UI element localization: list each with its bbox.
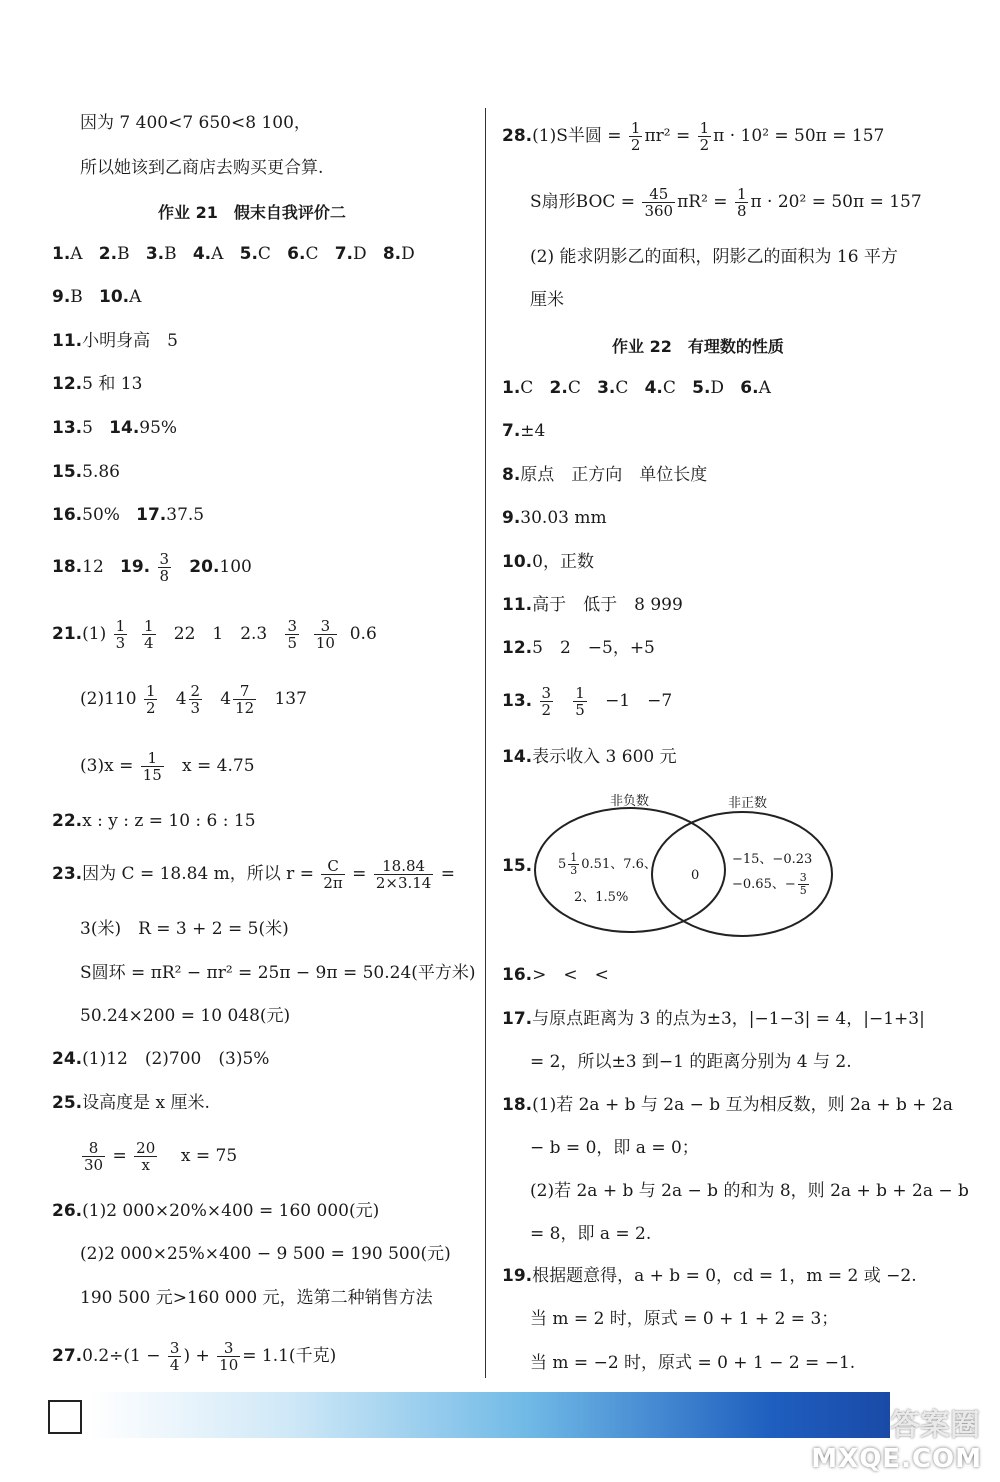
answer-r14: 14.表示收入 3 600 元 — [502, 747, 677, 767]
answer-r10: 10.0，正数 — [502, 552, 594, 572]
answers-1-8: 1.A 2.B 3.B 4.A 5.C 6.C 7.D 8.D — [52, 244, 415, 264]
watermark-url: MXQE.COM — [811, 1444, 982, 1474]
answers-9-10: 9.B 10.A — [52, 287, 142, 307]
answer-r8: 8.原点 正方向 单位长度 — [502, 465, 708, 485]
answer-r13: 13. $\frac{3}{2}$ $\frac{1}{5}$ −1 −7 — [502, 684, 673, 719]
answer-r18-line-4: = 8，即 a = 2. — [530, 1224, 652, 1244]
answer-r18: 18.(1)若 2a + b 与 2a − b 互为相反数，则 2a + b + 2a — [502, 1095, 953, 1115]
answer-r17-line-2: = 2，所以±3 到−1 的距离分别为 4 与 2. — [530, 1052, 852, 1072]
answer-r19-line-2: 当 m = 2 时，原式 = 0 + 1 + 2 = 3； — [530, 1309, 839, 1329]
section-heading-22: 作业 22 有理数的性质 — [612, 337, 784, 356]
answer-23-line-4: 50.24×200 = 10 048(元) — [80, 1006, 291, 1026]
answer-23-line-2: 3(米) R = 3 + 2 = 5(米) — [80, 919, 289, 939]
answer-28-line-4: 厘米 — [530, 290, 564, 310]
answer-r17: 17.与原点距离为 3 的点为±3，|−1−3| = 4，|−1+3| — [502, 1009, 925, 1029]
answer-21-2: (2)110 $\frac{1}{2}$ 4 $\frac{2}{3}$ 4 $\frac{7}{12}$ 137 — [80, 682, 307, 717]
intro-line-2: 所以她该到乙商店去购买更合算. — [80, 158, 324, 178]
answer-26-line-2: (2)2 000×25%×400 − 9 500 = 190 500(元) — [80, 1244, 451, 1264]
footer-gradient-bar — [90, 1392, 890, 1438]
answer-21-3: (3)x = $\frac{1}{15}$ x = 4.75 — [80, 749, 255, 784]
answer-23: 23.因为 C = 18.84 m，所以 r = $\frac{C}{2\pi}$ = $\frac{18.84}{2\times 3.14}$ = — [52, 857, 456, 892]
answer-r16: 16.> < < — [502, 965, 609, 985]
answer-26-line-3: 190 500 元>160 000 元，选第二种销售方法 — [80, 1288, 433, 1308]
section-heading-21: 作业 21 假末自我评价二 — [158, 203, 346, 222]
venn-right-label: 非正数 — [728, 796, 768, 811]
venn-left-label: 非负数 — [610, 794, 650, 809]
answer-26: 26.(1)2 000×20%×400 = 160 000(元) — [52, 1201, 380, 1221]
answer-r18-line-2: − b = 0，即 a = 0； — [530, 1138, 699, 1158]
answer-r18-line-3: (2)若 2a + b 与 2a − b 的和为 8，则 2a + b + 2a − b — [530, 1181, 969, 1201]
answer-r12: 12.5 2 −5，+5 — [502, 638, 655, 658]
answer-25-line-2: $\frac{8}{30}$ = $\frac{20}{x}$ x = 75 — [84, 1139, 238, 1174]
answer-r19: 19.根据题意得，a + b = 0，cd = 1，m = 2 或 −2. — [502, 1266, 917, 1286]
answer-28-line-2: S扇形BOC = $\frac{45}{360}$ πR² = $\frac{1}{8}$ π · 20² = 50π = 157 — [530, 185, 922, 220]
answer-25: 25.设高度是 x 厘米. — [52, 1093, 210, 1113]
answer-11: 11.小明身高 5 — [52, 331, 178, 351]
answer-23-line-3: S圆环 = πR² − πr² = 25π − 9π = 50.24(平方米) — [80, 963, 476, 983]
answers-13-14: 13.5 14.95% — [52, 418, 178, 438]
answer-r9: 9.30.03 mm — [502, 508, 607, 528]
answer-15: 15.5.86 — [52, 462, 120, 482]
page-number-box — [48, 1400, 82, 1434]
answer-r19-line-3: 当 m = −2 时，原式 = 0 + 1 − 2 = −1. — [530, 1353, 856, 1373]
watermark-logo: 答案圈 — [890, 1408, 980, 1443]
venn-right-set-line-2: −0.65、− $\frac{3}{5}$ — [732, 871, 807, 897]
answer-28: 28.(1)S半圆 = $\frac{1}{2}$ πr² = $\frac{1}{2}$ π · 10² = 50π = 157 — [502, 119, 885, 154]
venn-left-set-line-1: 5 $\frac{1}{3}$ 0.51、7.6、 — [558, 851, 657, 877]
venn-diagram — [530, 790, 840, 940]
answer-r7: 7.±4 — [502, 421, 546, 441]
fraction-3-8: $\frac{3}{8}$ — [159, 550, 170, 585]
answer-28-line-3: (2) 能求阴影乙的面积，阴影乙的面积为 16 平方 — [530, 247, 898, 267]
venn-left-set-line-2: 2、1.5% — [574, 890, 629, 905]
answers-1-6: 1.C 2.C 3.C 4.C 5.D 6.A — [502, 378, 771, 398]
answer-21-1: 21.(1) $\frac{1}{3}$ $\frac{1}{4}$ 22 1 2.3 $\frac{3}{5}$ $\frac{3}{10}$ 0.6 — [52, 617, 377, 652]
answer-r15-label: 15. — [502, 856, 533, 876]
answers-16-17: 16.50% 17.37.5 — [52, 505, 205, 525]
intro-line-1: 因为 7 400<7 650<8 100， — [80, 113, 311, 133]
answer-12: 12.5 和 13 — [52, 374, 143, 394]
column-divider — [485, 108, 486, 1378]
answer-27: 27.0.2÷(1 − $\frac{3}{4}$ ) + $\frac{3}{10}$ = 1.1(千克) — [52, 1339, 337, 1374]
answers-18-20: 18.12 19. $\frac{3}{8}$ 20.100 — [52, 550, 252, 585]
answer-r11: 11.高于 低于 8 999 — [502, 595, 683, 615]
answer-22: 22.x : y : z = 10 : 6 : 15 — [52, 811, 256, 831]
venn-right-set-line-1: −15、−0.23 — [732, 852, 813, 867]
venn-intersection: 0 — [691, 868, 700, 883]
answer-24: 24.(1)12 (2)700 (3)5% — [52, 1049, 270, 1069]
